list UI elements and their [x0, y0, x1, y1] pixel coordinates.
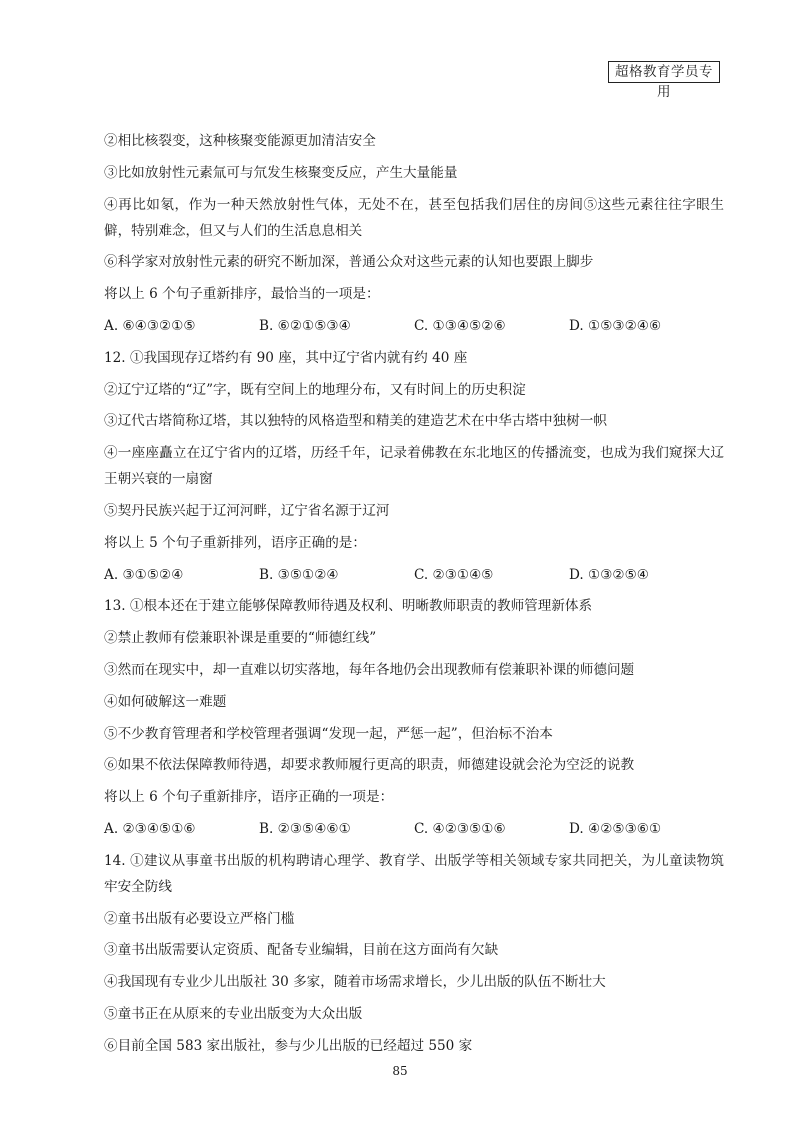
q12-option-c[interactable]: C. ②③①④⑤ [414, 566, 494, 583]
q13-sentence-3: ③然而在现实中，却一直难以切实落地，每年各地仍会出现教师有偿兼职补课的师德问题 [104, 661, 635, 678]
q11-sentence-3: ③比如放射性元素氚可与氘发生核聚变反应，产生大量能量 [104, 164, 458, 181]
q12-sentence-1: 12. ①我国现存辽塔约有 90 座，其中辽宁省内就有约 40 座 [104, 349, 468, 366]
q12-options [104, 562, 724, 588]
q13-sentence-1: 13. ①根本还在于建立能够保障教师待遇及权利、明晰教师职责的教师管理新体系 [104, 598, 593, 615]
q13-option-a[interactable]: A. ②③④⑤①⑥ [104, 820, 196, 837]
q11-sentence-6: ⑥科学家对放射性元素的研究不断加深，普通公众对这些元素的认知也要跟上脚步 [104, 254, 594, 271]
q13-option-c[interactable]: C. ④②③⑤①⑥ [414, 820, 506, 837]
q12-option-a[interactable]: A. ③①⑤②④ [104, 566, 184, 583]
header-label-box: 超格教育学员专用 [608, 61, 720, 83]
q12-sentence-5: ⑤契丹民族兴起于辽河河畔，辽宁省名源于辽河 [104, 502, 390, 519]
q11-option-c[interactable]: C. ①③④⑤②⑥ [414, 317, 506, 334]
q14-sentence-1: 14. ①建议从事童书出版的机构聘请心理学、教育学、出版学等相关领域专家共同把关，为儿童读物筑牢安全防线 [104, 852, 724, 895]
q14-sentence-3: ③童书出版需要认定资质、配备专业编辑，目前在这方面尚有欠缺 [104, 942, 499, 959]
q14-sentence-2: ②童书出版有必要设立严格门槛 [104, 910, 295, 927]
q13-prompt: 将以上 6 个句子重新排序，语序正确的一项是： [104, 789, 394, 806]
q11-prompt: 将以上 6 个句子重新排序，最恰当的一项是： [104, 286, 380, 303]
q12-sentence-4: ④一座座矗立在辽宁省内的辽塔，历经千年，记录着佛教在东北地区的传播流变，也成为我们窥探大辽王朝兴衰的一扇窗 [104, 445, 724, 488]
q11-sentence-2: ②相比核裂变，这种核聚变能源更加清洁安全 [104, 133, 376, 149]
q11-option-d[interactable]: D. ①⑤③②④⑥ [569, 317, 662, 334]
q13-sentence-6: ⑥如果不依法保障教师待遇，却要求教师履行更高的职责，师德建设就会沦为空泛的说教 [104, 757, 635, 774]
q11-option-a[interactable]: A. ⑥④③②①⑤ [104, 317, 196, 334]
q14-sentence-5: ⑤童书正在从原来的专业出版变为大众出版 [104, 1005, 363, 1022]
q13-sentence-5: ⑤不少教育管理者和学校管理者强调“发现一起，严惩一起”，但治标不治本 [104, 725, 553, 742]
q12-option-d[interactable]: D. ①③②⑤④ [569, 566, 649, 583]
question-content [104, 128, 724, 1059]
q12-prompt: 将以上 5 个句子重新排列，语序正确的是： [104, 534, 366, 551]
q13-sentence-2: ②禁止教师有偿兼职补课是重要的“师德红线” [104, 630, 377, 647]
q13-sentence-4: ④如何破解这一难题 [104, 693, 227, 710]
page-number: 85 [392, 1064, 408, 1078]
q11-sentence-4-5: ④再比如氡，作为一种天然放射性气体，无处不在，甚至包括我们居住的房间⑤这些元素往往字眼生僻，特别难念，但又与人们的生活息息相关 [104, 196, 724, 239]
q13-option-d[interactable]: D. ④②⑤③⑥① [569, 820, 662, 837]
q11-options [104, 313, 724, 339]
q13-option-b[interactable]: B. ②③⑤④⑥① [259, 820, 351, 837]
q12-option-b[interactable]: B. ③⑤①②④ [259, 566, 339, 583]
q12-sentence-2: ②辽宁辽塔的“辽”字，既有空间上的地理分布，又有时间上的历史积淀 [104, 381, 526, 398]
q14-sentence-6: ⑥目前全国 583 家出版社，参与少儿出版的已经超过 550 家 [104, 1037, 473, 1054]
q14-sentence-4: ④我国现有专业少儿出版社 30 多家，随着市场需求增长，少儿出版的队伍不断壮大 [104, 974, 606, 991]
q12-sentence-3: ③辽代古塔简称辽塔，其以独特的风格造型和精美的建造艺术在中华古塔中独树一帜 [104, 413, 607, 430]
q11-option-b[interactable]: B. ⑥②①⑤③④ [259, 317, 351, 334]
q13-options [104, 816, 724, 842]
